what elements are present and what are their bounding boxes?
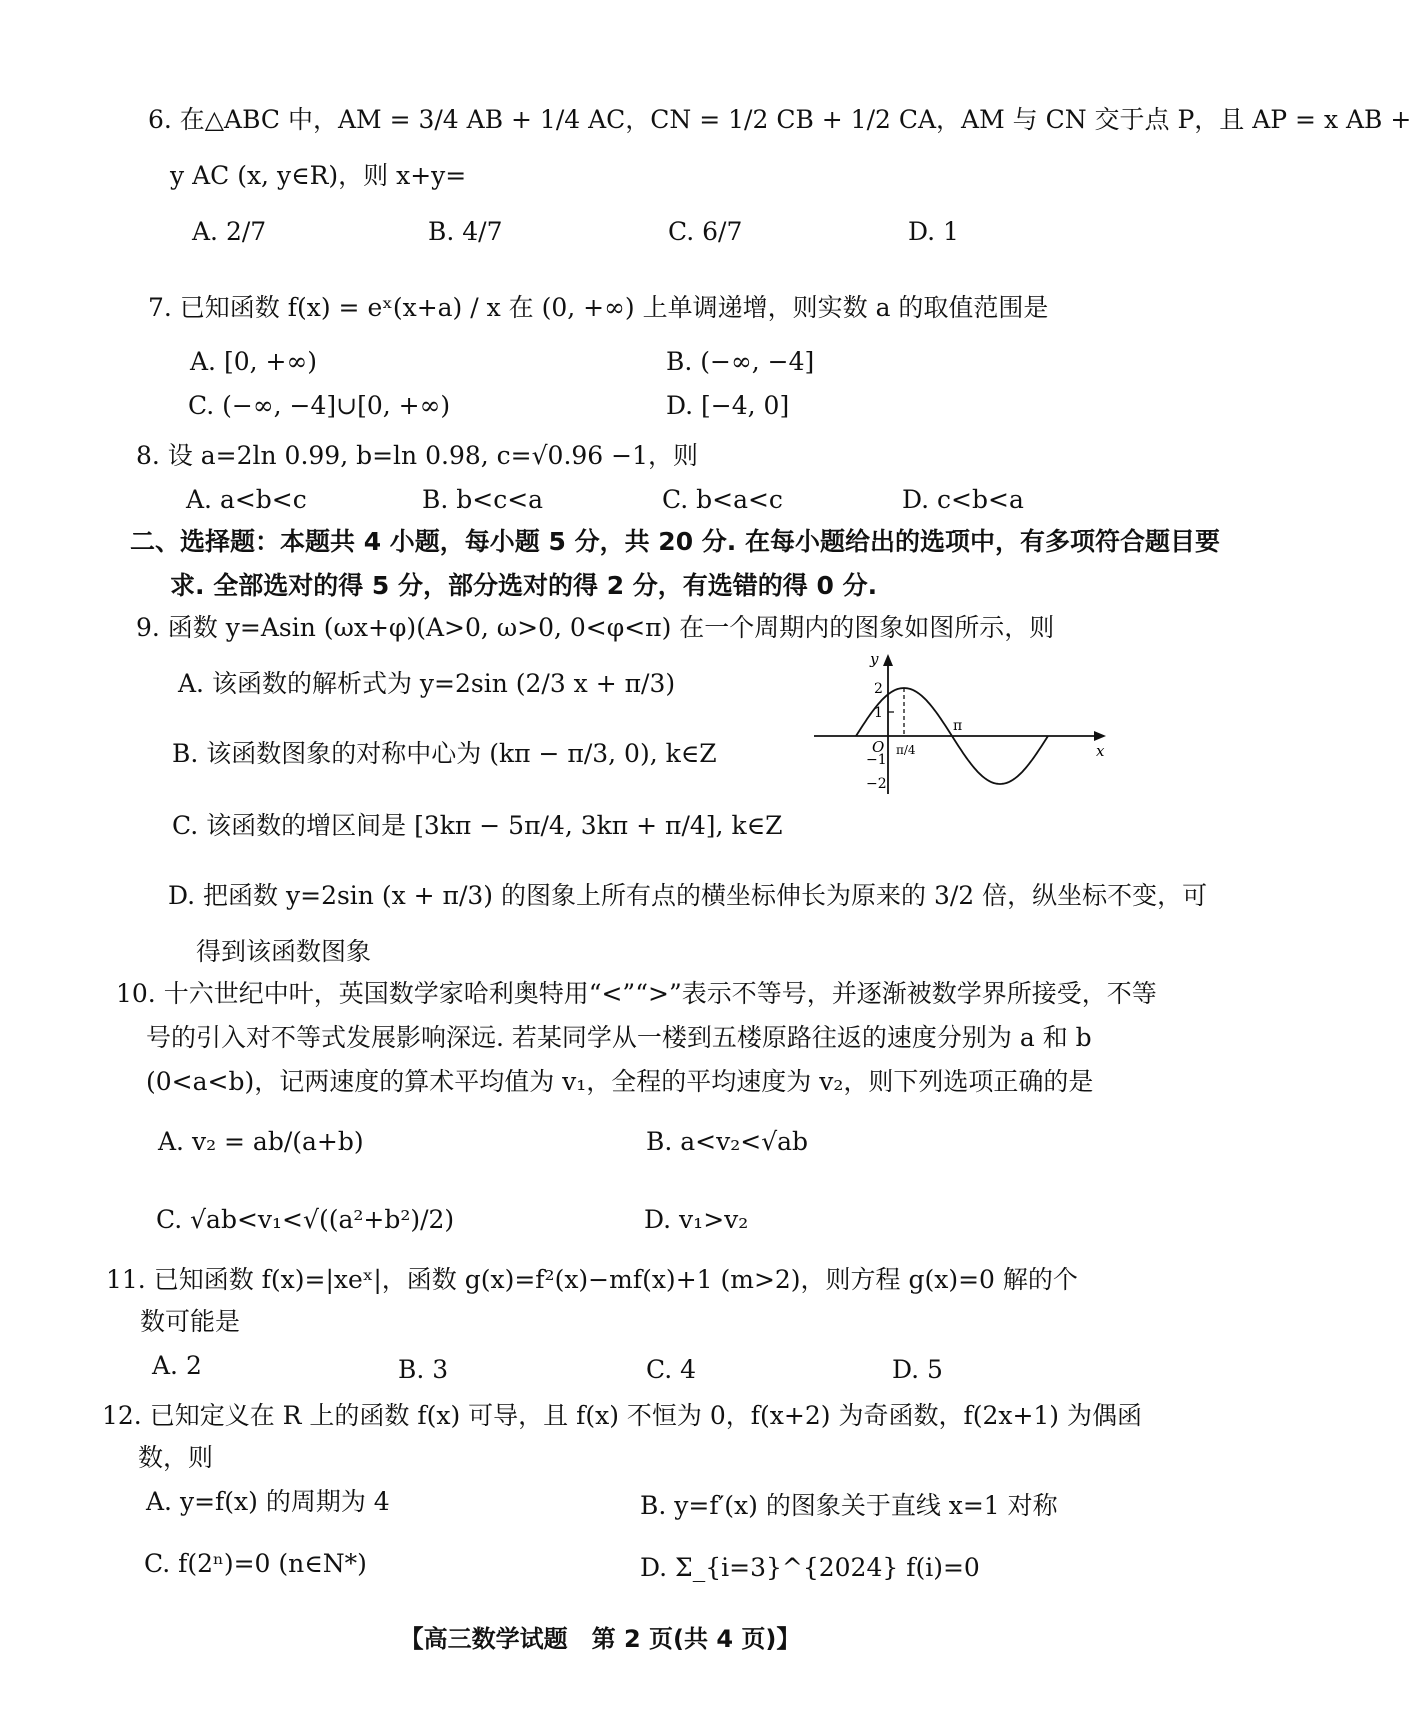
y-tick-label-neg2: −2 [866,776,887,792]
x-axis-arrow-icon [1094,731,1106,741]
q12-option-d: D. Σ_{i=3}^{2024} f(i)=0 [640,1553,980,1582]
section-2-heading-line2: 求. 全部选对的得 5 分，部分选对的得 2 分，有选错的得 0 分. [170,571,878,600]
q9-stem: 9. 函数 y=Asin (ωx+φ)(A>0, ω>0, 0<φ<π) 在一个周期内的图象如图所示，则 [136,613,1055,642]
page-footer: 【高三数学试题 第 2 页(共 4 页)】 [399,1625,801,1653]
section-2-heading-line1: 二、选择题：本题共 4 小题，每小题 5 分，共 20 分. 在每小题给出的选项中，有多项符合题目要 [130,527,1221,556]
y-tick-label-1: 1 [874,705,883,721]
x-tick-label-pi-over-4: π/4 [896,743,916,757]
y-axis-arrow-icon [883,654,893,666]
q11-option-a: A. 2 [152,1351,202,1380]
q7-option-a: A. [0, +∞) [190,347,318,376]
x-axis-label: x [1096,742,1105,760]
q6-stem-line1: 6. 在△ABC 中，AM = 3/4 AB + 1/4 AC，CN = 1/2 CB + 1/2 CA，AM 与 CN 交于点 P，且 AP = x AB + [148,105,1411,134]
q10-stem-line3: (0<a<b)，记两速度的算术平均值为 v₁，全程的平均速度为 v₂，则下列选项正确的是 [146,1067,1094,1096]
q6-option-c: C. 6/7 [668,217,743,246]
q8-stem: 8. 设 a=2ln 0.99, b=ln 0.98, c=√0.96 −1，则 [136,441,698,470]
q10-stem-line1: 10. 十六世纪中叶，英国数学家哈利奥特用“<”“>”表示不等号，并逐渐被数学界所接受，不等 [116,979,1157,1008]
y-tick-label-2: 2 [874,681,883,697]
q11-stem-line1: 11. 已知函数 f(x)=|xeˣ|，函数 g(x)=f²(x)−mf(x)+1 (m>2)，则方程 g(x)=0 解的个 [106,1265,1078,1294]
q7-option-c: C. (−∞, −4]∪[0, +∞) [188,391,451,420]
q6-option-a: A. 2/7 [192,217,267,246]
q8-option-b: B. b<c<a [422,485,544,514]
q8-option-a: A. a<b<c [186,485,307,514]
q12-stem-line2: 数，则 [138,1443,214,1472]
q8-option-d: D. c<b<a [902,485,1024,514]
q12-option-a: A. y=f(x) 的周期为 4 [146,1487,390,1516]
q12-option-b: B. y=f′(x) 的图象关于直线 x=1 对称 [640,1491,1058,1520]
q11-option-b: B. 3 [398,1355,449,1384]
q10-stem-line2: 号的引入对不等式发展影响深远. 若某同学从一楼到五楼原路往返的速度分别为 a 和 b [146,1023,1092,1052]
q10-option-a: A. v₂ = ab/(a+b) [158,1127,364,1156]
q10-option-d: D. v₁>v₂ [644,1205,749,1234]
y-tick-label-neg1: −1 [866,752,887,768]
origin-label: O [872,738,885,756]
q12-option-c: C. f(2ⁿ)=0 (n∈N*) [144,1549,367,1578]
q7-stem: 7. 已知函数 f(x) = eˣ(x+a) / x 在 (0, +∞) 上单调递增，则实数 a 的取值范围是 [148,293,1049,322]
y-axis-label: y [870,650,879,668]
q9-option-c: C. 该函数的增区间是 [3kπ − 5π/4, 3kπ + π/4], k∈Z [172,811,783,840]
q9-option-a: A. 该函数的解析式为 y=2sin (2/3 x + π/3) [178,669,676,698]
q6-option-d: D. 1 [908,217,959,246]
q9-option-d-line2: 得到该函数图象 [196,937,372,966]
q7-option-b: B. (−∞, −4] [666,347,815,376]
q11-option-c: C. 4 [646,1355,697,1384]
q6-stem-line2: y AC (x, y∈R)，则 x+y= [170,161,467,190]
q6-option-b: B. 4/7 [428,217,503,246]
x-tick-label-pi: π [953,718,963,734]
q10-option-c: C. √ab<v₁<√((a²+b²)/2) [156,1205,455,1234]
q11-option-d: D. 5 [892,1355,943,1384]
q8-option-c: C. b<a<c [662,485,783,514]
q7-option-d: D. [−4, 0] [666,391,790,420]
q9-sine-graph [810,648,1110,798]
q9-option-d-line1: D. 把函数 y=2sin (x + π/3) 的图象上所有点的横坐标伸长为原来的 3/2 倍，纵坐标不变，可 [168,881,1208,910]
q12-stem-line1: 12. 已知定义在 R 上的函数 f(x) 可导，且 f(x) 不恒为 0，f(x+2) 为奇函数，f(2x+1) 为偶函 [102,1401,1143,1430]
q11-stem-line2: 数可能是 [140,1307,241,1336]
q10-option-b: B. a<v₂<√ab [646,1127,809,1156]
q9-option-b: B. 该函数图象的对称中心为 (kπ − π/3, 0), k∈Z [172,739,717,768]
